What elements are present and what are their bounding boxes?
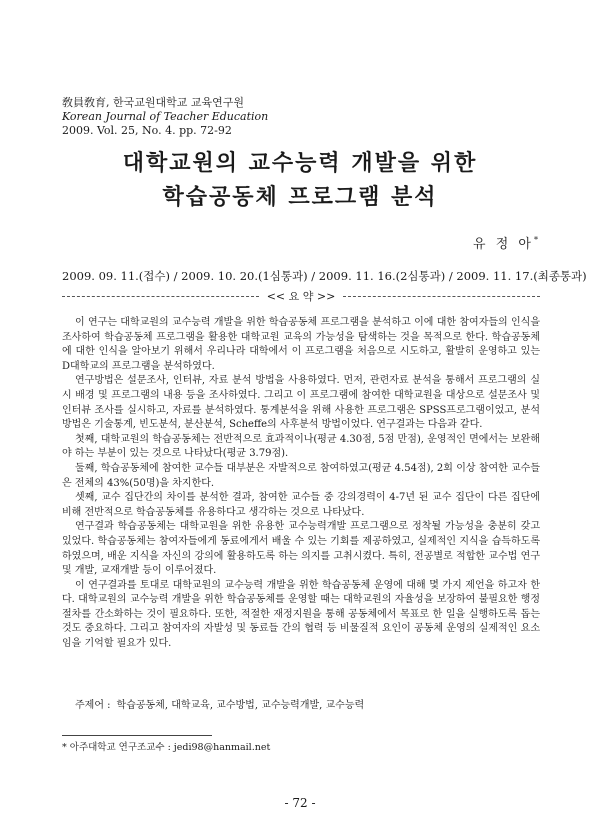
abstract-paragraph: 연구방법은 설문조사, 인터뷰, 자료 분석 방법을 사용하였다. 먼저, 관련자료 분석을 통해서 프로그램의 실시 배경 및 프로그램의 내용 등을 조사하였다. 그리고 이 프로그램에 참여한 대학교원을 대상으로 설문조사 및 인터뷰 조사를 실시하고, 자료를 분석하였다. 통계분석을 위해 사용한 프로그램은 SPSS프로그램이었고, 분석방법은 기술통계, 빈도분석, 분산분석, Scheffe의 사후분석 방법이었다. 연구결과는 다음과 같다.: [62, 375, 540, 431]
abstract-paragraph: 이 연구는 대학교원의 교수능력 개발을 위한 학습공동체 프로그램을 분석하고 이에 대한 참여자들의 인식을 조사하여 학습공동체 프로그램을 활용한 대학교원 교육의 가능성을 탐색하는 것을 목적으로 한다. 학습공동체에 대한 인식을 알아보기 위해서 우리나라 대학에서 이 프로그램을 처음으로 시도하고, 활발히 운영하고 있는 D대학교의 프로그램을 분석하였다.: [62, 317, 540, 372]
keywords: [75, 696, 364, 711]
journal-english-name: Korean Journal of Teacher Education: [62, 110, 269, 123]
abstract-body: [62, 316, 540, 652]
abstract-paragraph: 이 연구결과를 토대로 대학교원의 교수능력 개발을 위한 학습공동체 운영에 대해 몇 가지 제언을 하고자 한다. 대학교원의 교수능력 개발을 위한 학습공동체를 운영할 때는 대학교원의 자율성을 보장하여 불필요한 행정절차를 간소화하는 것이 필요하다. 또한, 적절한 재정지원을 통해 공동체에서 목표로 한 일을 실행하도록 돕는 것도 중요하다. 그리고 참여자의 자발성 및 동료들 간의 협력 등 비물질적 요인이 공동체 운영의 실제적인 요소임을 기억할 필요가 있다.: [62, 579, 540, 650]
footnote-divider: [62, 735, 212, 736]
journal-korean-name: 敎員敎育, 한국교원대학교 교육연구원: [62, 96, 245, 109]
journal-issue: 2009. Vol. 25, No. 4. pp. 72-92: [62, 124, 232, 137]
abstract-header-rule-right: [343, 296, 540, 297]
abstract-paragraph: 첫째, 대학교원의 학습공동체는 전반적으로 효과적이나(평균 4.30점, 5점 만점), 운영적인 면에서는 보완해야 하는 부분이 있는 것으로 나타났다(평균 3.79점).: [62, 433, 540, 460]
author: [473, 233, 538, 252]
review-dates: 2009. 09. 11.(접수) / 2009. 10. 20.(1심통과) / 2009. 11. 16.(2심통과) / 2009. 11. 17.(최종통과): [62, 269, 587, 283]
page-number: - 72 -: [284, 796, 316, 810]
abstract-header: [62, 288, 540, 304]
journal-info: [62, 96, 268, 138]
paper-title-line2: 학습공동체 프로그램 분석: [162, 185, 438, 210]
author-affiliation-footnote: * 아주대학교 연구조교수 : jedi98@hanmail.net: [62, 742, 271, 753]
abstract-header-rule-left: [62, 296, 259, 297]
author-name: 유 정 아: [473, 237, 534, 252]
abstract-paragraph: 연구결과 학습공동체는 대학교원을 위한 유용한 교수능력개발 프로그램으로 정착될 가능성을 충분히 갖고 있었다. 학습공동체는 참여자들에게 동료에게서 배울 수 있는 기회를 제공하였고, 실제적인 지식을 습득하도록 하였으며, 배운 지식을 자신의 강의에 활용하도록 하는 의지를 고취시켰다. 특히, 전공별로 적합한 교수법 연구 및 개발, 교재개발 등이 이루어졌다.: [62, 521, 540, 577]
keywords-text: 학습공동체, 대학교육, 교수방법, 교수능력개발, 교수능력: [116, 700, 365, 711]
paper-title-line1: 대학교원의 교수능력 개발을 위한: [122, 151, 478, 176]
abstract-paragraph: 둘째, 학습공동체에 참여한 교수들 대부분은 자발적으로 참여하였고(평균 4.54점), 2회 이상 참여한 교수들은 전체의 43%(50명)을 차지한다.: [62, 462, 540, 489]
abstract-label: << 요 약 >>: [266, 290, 336, 303]
abstract-paragraph: 셋째, 교수 집단간의 차이를 분석한 결과, 참여한 교수들 중 강의경력이 4-7년 된 교수 집단이 다른 집단에 비해 전반적으로 학습공동체를 유용하다고 생각하는 것으로 나타났다.: [62, 492, 540, 518]
keywords-label: 주제어 :: [75, 700, 111, 711]
author-footnote-mark: *: [534, 235, 538, 245]
